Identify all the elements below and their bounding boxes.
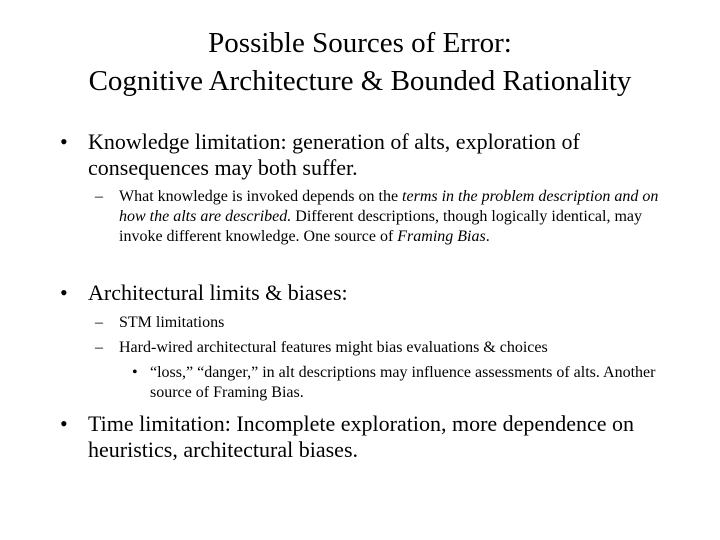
- sub-sub-bullet-loss-danger: [132, 363, 662, 403]
- bullet-text: Knowledge limitation: generation of alts, exploration of consequences may both suffer.: [88, 129, 580, 180]
- sub-bullet-stm-limitations: [95, 313, 675, 333]
- sub-bullet-text: Hard-wired architectural features might bias evaluations & choices: [119, 339, 548, 356]
- bullet-marker: •: [60, 129, 68, 154]
- sub-bullet-knowledge-invoked: [95, 187, 675, 247]
- sub-bullet-marker: –: [95, 314, 103, 331]
- sub-bullet-marker: –: [95, 188, 103, 205]
- text-segment: Different descriptions, though logically identical, may invoke different knowledge. One source of: [119, 208, 643, 245]
- bullet-knowledge-limitation: [60, 129, 670, 181]
- sub-bullet-text: [119, 187, 675, 247]
- italic-segment-framing-bias: Framing Bias: [397, 228, 486, 245]
- italic-segment-problem-terms: terms in the problem description and on how the alts are described.: [119, 188, 659, 225]
- bullet-text: Architectural limits & biases:: [88, 280, 348, 305]
- bullet-time-limitation: [60, 411, 670, 463]
- bullet-marker: •: [60, 411, 68, 436]
- text-segment: What knowledge is invoked depends on the: [119, 188, 403, 205]
- sub-sub-bullet-marker: •: [132, 364, 138, 381]
- bullet-marker: •: [60, 280, 68, 305]
- sub-bullet-text: STM limitations: [119, 314, 225, 331]
- sub-bullet-hard-wired-features: [95, 338, 675, 358]
- slide-title: [0, 24, 720, 100]
- sub-bullet-marker: –: [95, 339, 103, 356]
- sub-sub-bullet-text: “loss,” “danger,” in alt descriptions may influence assessments of alts. Another source of Framing Bias.: [150, 364, 656, 401]
- text-segment: .: [485, 228, 490, 245]
- bullet-architectural-limits: [60, 280, 670, 306]
- title-line-1: Possible Sources of Error:: [208, 27, 512, 59]
- title-line-2: Cognitive Architecture & Bounded Rationality: [88, 65, 632, 97]
- bullet-text: Time limitation: Incomplete exploration, more dependence on heuristics, architectural biases.: [88, 411, 634, 462]
